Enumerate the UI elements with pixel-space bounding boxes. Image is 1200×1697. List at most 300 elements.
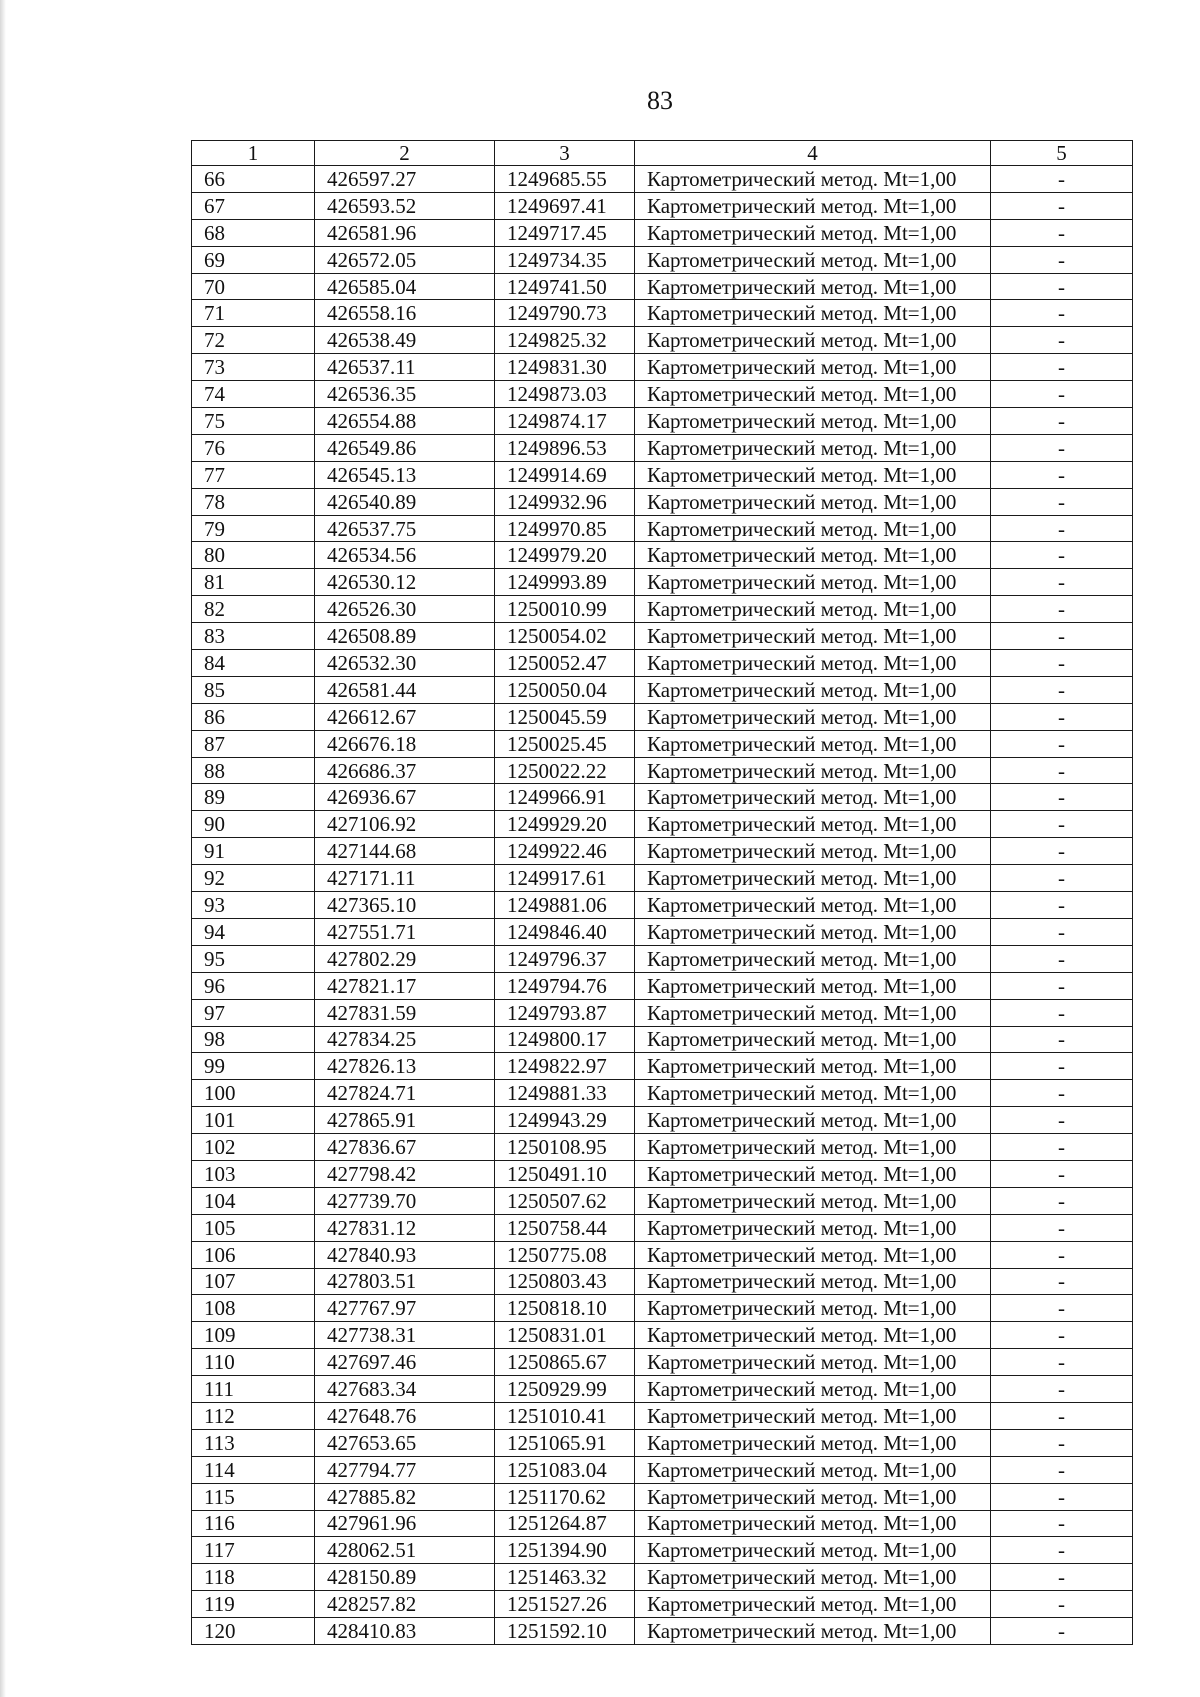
x-coordinate-cell: 427865.91 <box>315 1107 495 1134</box>
note-cell: - <box>991 1537 1133 1564</box>
method-cell: Картометрический метод. Mt=1,00 <box>635 327 991 354</box>
x-coordinate-cell: 427106.92 <box>315 811 495 838</box>
x-coordinate-cell: 426508.89 <box>315 623 495 650</box>
table-row <box>192 381 1133 408</box>
y-coordinate-cell: 1249697.41 <box>495 192 635 219</box>
method-cell: Картометрический метод. Mt=1,00 <box>635 1510 991 1537</box>
note-cell: - <box>991 703 1133 730</box>
table-row <box>192 192 1133 219</box>
table-row <box>192 1429 1133 1456</box>
note-cell: - <box>991 300 1133 327</box>
y-coordinate-cell: 1249979.20 <box>495 542 635 569</box>
point-number-cell: 74 <box>192 381 315 408</box>
table-row <box>192 1295 1133 1322</box>
point-number-cell: 79 <box>192 515 315 542</box>
method-cell: Картометрический метод. Mt=1,00 <box>635 757 991 784</box>
x-coordinate-cell: 426545.13 <box>315 461 495 488</box>
x-coordinate-cell: 426612.67 <box>315 703 495 730</box>
y-coordinate-cell: 1251463.32 <box>495 1564 635 1591</box>
point-number-cell: 75 <box>192 408 315 435</box>
point-number-cell: 94 <box>192 918 315 945</box>
point-number-cell: 106 <box>192 1241 315 1268</box>
note-cell: - <box>991 972 1133 999</box>
table-row <box>192 918 1133 945</box>
y-coordinate-cell: 1250050.04 <box>495 676 635 703</box>
note-cell: - <box>991 1618 1133 1645</box>
point-number-cell: 110 <box>192 1349 315 1376</box>
method-cell: Картометрический метод. Mt=1,00 <box>635 1349 991 1376</box>
x-coordinate-cell: 427739.70 <box>315 1187 495 1214</box>
note-cell: - <box>991 434 1133 461</box>
x-coordinate-cell: 427738.31 <box>315 1322 495 1349</box>
x-coordinate-cell: 426526.30 <box>315 596 495 623</box>
note-cell: - <box>991 381 1133 408</box>
point-number-cell: 109 <box>192 1322 315 1349</box>
table-row <box>192 1241 1133 1268</box>
x-coordinate-cell: 426534.56 <box>315 542 495 569</box>
method-cell: Картометрический метод. Mt=1,00 <box>635 219 991 246</box>
method-cell: Картометрический метод. Mt=1,00 <box>635 1134 991 1161</box>
note-cell: - <box>991 945 1133 972</box>
y-coordinate-cell: 1249822.97 <box>495 1053 635 1080</box>
y-coordinate-cell: 1249943.29 <box>495 1107 635 1134</box>
point-number-cell: 88 <box>192 757 315 784</box>
note-cell: - <box>991 569 1133 596</box>
y-coordinate-cell: 1249741.50 <box>495 273 635 300</box>
point-number-cell: 68 <box>192 219 315 246</box>
method-cell: Картометрический метод. Mt=1,00 <box>635 1483 991 1510</box>
point-number-cell: 93 <box>192 892 315 919</box>
x-coordinate-cell: 426536.35 <box>315 381 495 408</box>
method-cell: Картометрический метод. Mt=1,00 <box>635 1107 991 1134</box>
x-coordinate-cell: 426597.27 <box>315 166 495 193</box>
point-number-cell: 102 <box>192 1134 315 1161</box>
x-coordinate-cell: 427683.34 <box>315 1376 495 1403</box>
note-cell: - <box>991 488 1133 515</box>
method-cell: Картометрический метод. Mt=1,00 <box>635 300 991 327</box>
table-row <box>192 650 1133 677</box>
x-coordinate-cell: 426581.96 <box>315 219 495 246</box>
point-number-cell: 115 <box>192 1483 315 1510</box>
method-cell: Картометрический метод. Mt=1,00 <box>635 488 991 515</box>
point-number-cell: 84 <box>192 650 315 677</box>
note-cell: - <box>991 811 1133 838</box>
y-coordinate-cell: 1250108.95 <box>495 1134 635 1161</box>
page-number: 83 <box>647 86 673 115</box>
note-cell: - <box>991 1402 1133 1429</box>
x-coordinate-cell: 427365.10 <box>315 892 495 919</box>
note-cell: - <box>991 1080 1133 1107</box>
method-cell: Картометрический метод. Mt=1,00 <box>635 865 991 892</box>
point-number-cell: 67 <box>192 192 315 219</box>
table-row <box>192 1349 1133 1376</box>
note-cell: - <box>991 784 1133 811</box>
table-row <box>192 999 1133 1026</box>
table-row <box>192 1322 1133 1349</box>
y-coordinate-cell: 1249685.55 <box>495 166 635 193</box>
point-number-cell: 82 <box>192 596 315 623</box>
method-cell: Картометрический метод. Mt=1,00 <box>635 1053 991 1080</box>
note-cell: - <box>991 219 1133 246</box>
y-coordinate-cell: 1249922.46 <box>495 838 635 865</box>
point-number-cell: 118 <box>192 1564 315 1591</box>
method-cell: Картометрический метод. Mt=1,00 <box>635 569 991 596</box>
point-number-cell: 76 <box>192 434 315 461</box>
y-coordinate-cell: 1250929.99 <box>495 1376 635 1403</box>
y-coordinate-cell: 1249794.76 <box>495 972 635 999</box>
x-coordinate-cell: 427144.68 <box>315 838 495 865</box>
point-number-cell: 85 <box>192 676 315 703</box>
header-cell: 1 <box>192 141 315 166</box>
point-number-cell: 86 <box>192 703 315 730</box>
table-row <box>192 1214 1133 1241</box>
y-coordinate-cell: 1251010.41 <box>495 1402 635 1429</box>
x-coordinate-cell: 427834.25 <box>315 1026 495 1053</box>
table-row <box>192 757 1133 784</box>
method-cell: Картометрический метод. Mt=1,00 <box>635 1564 991 1591</box>
table-row <box>192 811 1133 838</box>
x-coordinate-cell: 428257.82 <box>315 1591 495 1618</box>
y-coordinate-cell: 1250507.62 <box>495 1187 635 1214</box>
x-coordinate-cell: 426532.30 <box>315 650 495 677</box>
note-cell: - <box>991 730 1133 757</box>
note-cell: - <box>991 1214 1133 1241</box>
x-coordinate-cell: 427648.76 <box>315 1402 495 1429</box>
y-coordinate-cell: 1250054.02 <box>495 623 635 650</box>
x-coordinate-cell: 427653.65 <box>315 1429 495 1456</box>
y-coordinate-cell: 1249790.73 <box>495 300 635 327</box>
point-number-cell: 96 <box>192 972 315 999</box>
point-number-cell: 114 <box>192 1456 315 1483</box>
y-coordinate-cell: 1250831.01 <box>495 1322 635 1349</box>
method-cell: Картометрический метод. Mt=1,00 <box>635 1268 991 1295</box>
method-cell: Картометрический метод. Mt=1,00 <box>635 1080 991 1107</box>
table-row <box>192 273 1133 300</box>
point-number-cell: 71 <box>192 300 315 327</box>
method-cell: Картометрический метод. Mt=1,00 <box>635 1322 991 1349</box>
method-cell: Картометрический метод. Mt=1,00 <box>635 408 991 435</box>
table-body <box>192 141 1133 1645</box>
x-coordinate-cell: 427885.82 <box>315 1483 495 1510</box>
table-row <box>192 1376 1133 1403</box>
y-coordinate-cell: 1249966.91 <box>495 784 635 811</box>
point-number-cell: 70 <box>192 273 315 300</box>
x-coordinate-cell: 428150.89 <box>315 1564 495 1591</box>
y-coordinate-cell: 1250025.45 <box>495 730 635 757</box>
method-cell: Картометрический метод. Mt=1,00 <box>635 1591 991 1618</box>
table-row <box>192 784 1133 811</box>
x-coordinate-cell: 426538.49 <box>315 327 495 354</box>
method-cell: Картометрический метод. Mt=1,00 <box>635 1618 991 1645</box>
note-cell: - <box>991 1187 1133 1214</box>
y-coordinate-cell: 1249825.32 <box>495 327 635 354</box>
note-cell: - <box>991 596 1133 623</box>
x-coordinate-cell: 426572.05 <box>315 246 495 273</box>
scan-edge-shade <box>0 0 6 1697</box>
method-cell: Картометрический метод. Mt=1,00 <box>635 461 991 488</box>
point-number-cell: 111 <box>192 1376 315 1403</box>
table-row <box>192 542 1133 569</box>
x-coordinate-cell: 426936.67 <box>315 784 495 811</box>
method-cell: Картометрический метод. Mt=1,00 <box>635 515 991 542</box>
table-row <box>192 1268 1133 1295</box>
method-cell: Картометрический метод. Mt=1,00 <box>635 811 991 838</box>
method-cell: Картометрический метод. Mt=1,00 <box>635 650 991 677</box>
y-coordinate-cell: 1249917.61 <box>495 865 635 892</box>
method-cell: Картометрический метод. Mt=1,00 <box>635 434 991 461</box>
table-row <box>192 1510 1133 1537</box>
note-cell: - <box>991 1107 1133 1134</box>
x-coordinate-cell: 426593.52 <box>315 192 495 219</box>
point-number-cell: 77 <box>192 461 315 488</box>
table-row <box>192 408 1133 435</box>
point-number-cell: 98 <box>192 1026 315 1053</box>
y-coordinate-cell: 1250491.10 <box>495 1160 635 1187</box>
table-row <box>192 1618 1133 1645</box>
note-cell: - <box>991 1376 1133 1403</box>
table-row <box>192 1080 1133 1107</box>
point-number-cell: 116 <box>192 1510 315 1537</box>
point-number-cell: 80 <box>192 542 315 569</box>
table-row <box>192 166 1133 193</box>
method-cell: Картометрический метод. Mt=1,00 <box>635 1187 991 1214</box>
method-cell: Картометрический метод. Mt=1,00 <box>635 273 991 300</box>
method-cell: Картометрический метод. Mt=1,00 <box>635 381 991 408</box>
table-row <box>192 596 1133 623</box>
note-cell: - <box>991 865 1133 892</box>
x-coordinate-cell: 426549.86 <box>315 434 495 461</box>
point-number-cell: 101 <box>192 1107 315 1134</box>
y-coordinate-cell: 1250818.10 <box>495 1295 635 1322</box>
table-row <box>192 1591 1133 1618</box>
method-cell: Картометрический метод. Mt=1,00 <box>635 972 991 999</box>
point-number-cell: 95 <box>192 945 315 972</box>
point-number-cell: 100 <box>192 1080 315 1107</box>
note-cell: - <box>991 1268 1133 1295</box>
y-coordinate-cell: 1251394.90 <box>495 1537 635 1564</box>
note-cell: - <box>991 408 1133 435</box>
x-coordinate-cell: 427821.17 <box>315 972 495 999</box>
y-coordinate-cell: 1250010.99 <box>495 596 635 623</box>
y-coordinate-cell: 1249796.37 <box>495 945 635 972</box>
point-number-cell: 97 <box>192 999 315 1026</box>
x-coordinate-cell: 427794.77 <box>315 1456 495 1483</box>
y-coordinate-cell: 1250045.59 <box>495 703 635 730</box>
method-cell: Картометрический метод. Mt=1,00 <box>635 1402 991 1429</box>
point-number-cell: 66 <box>192 166 315 193</box>
method-cell: Картометрический метод. Mt=1,00 <box>635 1456 991 1483</box>
x-coordinate-cell: 427803.51 <box>315 1268 495 1295</box>
method-cell: Картометрический метод. Mt=1,00 <box>635 596 991 623</box>
y-coordinate-cell: 1251264.87 <box>495 1510 635 1537</box>
method-cell: Картометрический метод. Mt=1,00 <box>635 1241 991 1268</box>
y-coordinate-cell: 1251170.62 <box>495 1483 635 1510</box>
y-coordinate-cell: 1249881.33 <box>495 1080 635 1107</box>
y-coordinate-cell: 1250865.67 <box>495 1349 635 1376</box>
x-coordinate-cell: 426540.89 <box>315 488 495 515</box>
table-row <box>192 730 1133 757</box>
table-row <box>192 515 1133 542</box>
x-coordinate-cell: 427171.11 <box>315 865 495 892</box>
y-coordinate-cell: 1251083.04 <box>495 1456 635 1483</box>
note-cell: - <box>991 192 1133 219</box>
x-coordinate-cell: 427836.67 <box>315 1134 495 1161</box>
method-cell: Картометрический метод. Mt=1,00 <box>635 1026 991 1053</box>
table-row <box>192 1026 1133 1053</box>
header-cell: 3 <box>495 141 635 166</box>
note-cell: - <box>991 1295 1133 1322</box>
note-cell: - <box>991 1134 1133 1161</box>
table-row <box>192 945 1133 972</box>
y-coordinate-cell: 1249896.53 <box>495 434 635 461</box>
note-cell: - <box>991 273 1133 300</box>
note-cell: - <box>991 166 1133 193</box>
point-number-cell: 90 <box>192 811 315 838</box>
table-row <box>192 865 1133 892</box>
x-coordinate-cell: 426581.44 <box>315 676 495 703</box>
note-cell: - <box>991 838 1133 865</box>
note-cell: - <box>991 1564 1133 1591</box>
table-row <box>192 703 1133 730</box>
x-coordinate-cell: 426676.18 <box>315 730 495 757</box>
y-coordinate-cell: 1250775.08 <box>495 1241 635 1268</box>
table-row <box>192 1402 1133 1429</box>
point-number-cell: 119 <box>192 1591 315 1618</box>
method-cell: Картометрический метод. Mt=1,00 <box>635 542 991 569</box>
table-row <box>192 327 1133 354</box>
y-coordinate-cell: 1249831.30 <box>495 354 635 381</box>
x-coordinate-cell: 427824.71 <box>315 1080 495 1107</box>
x-coordinate-cell: 428062.51 <box>315 1537 495 1564</box>
note-cell: - <box>991 354 1133 381</box>
point-number-cell: 92 <box>192 865 315 892</box>
note-cell: - <box>991 461 1133 488</box>
note-cell: - <box>991 757 1133 784</box>
table-row <box>192 623 1133 650</box>
table-row <box>192 488 1133 515</box>
point-number-cell: 89 <box>192 784 315 811</box>
y-coordinate-cell: 1250803.43 <box>495 1268 635 1295</box>
method-cell: Картометрический метод. Mt=1,00 <box>635 838 991 865</box>
y-coordinate-cell: 1249993.89 <box>495 569 635 596</box>
note-cell: - <box>991 1160 1133 1187</box>
note-cell: - <box>991 1456 1133 1483</box>
y-coordinate-cell: 1249914.69 <box>495 461 635 488</box>
point-number-cell: 108 <box>192 1295 315 1322</box>
method-cell: Картометрический метод. Mt=1,00 <box>635 892 991 919</box>
x-coordinate-cell: 427551.71 <box>315 918 495 945</box>
note-cell: - <box>991 1591 1133 1618</box>
method-cell: Картометрический метод. Mt=1,00 <box>635 354 991 381</box>
point-number-cell: 69 <box>192 246 315 273</box>
y-coordinate-cell: 1249717.45 <box>495 219 635 246</box>
x-coordinate-cell: 426537.75 <box>315 515 495 542</box>
point-number-cell: 99 <box>192 1053 315 1080</box>
method-cell: Картометрический метод. Mt=1,00 <box>635 1295 991 1322</box>
header-cell: 2 <box>315 141 495 166</box>
x-coordinate-cell: 427840.93 <box>315 1241 495 1268</box>
note-cell: - <box>991 999 1133 1026</box>
y-coordinate-cell: 1249874.17 <box>495 408 635 435</box>
note-cell: - <box>991 542 1133 569</box>
point-number-cell: 72 <box>192 327 315 354</box>
x-coordinate-cell: 428410.83 <box>315 1618 495 1645</box>
table-row <box>192 461 1133 488</box>
point-number-cell: 120 <box>192 1618 315 1645</box>
table-row <box>192 1134 1133 1161</box>
method-cell: Картометрический метод. Mt=1,00 <box>635 784 991 811</box>
y-coordinate-cell: 1249793.87 <box>495 999 635 1026</box>
method-cell: Картометрический метод. Mt=1,00 <box>635 945 991 972</box>
table-row <box>192 892 1133 919</box>
x-coordinate-cell: 426554.88 <box>315 408 495 435</box>
y-coordinate-cell: 1249800.17 <box>495 1026 635 1053</box>
y-coordinate-cell: 1249929.20 <box>495 811 635 838</box>
note-cell: - <box>991 1429 1133 1456</box>
x-coordinate-cell: 427831.59 <box>315 999 495 1026</box>
x-coordinate-cell: 426537.11 <box>315 354 495 381</box>
note-cell: - <box>991 1483 1133 1510</box>
x-coordinate-cell: 427767.97 <box>315 1295 495 1322</box>
note-cell: - <box>991 892 1133 919</box>
point-number-cell: 112 <box>192 1402 315 1429</box>
method-cell: Картометрический метод. Mt=1,00 <box>635 1376 991 1403</box>
table-row <box>192 838 1133 865</box>
x-coordinate-cell: 427961.96 <box>315 1510 495 1537</box>
table-row <box>192 1053 1133 1080</box>
method-cell: Картометрический метод. Mt=1,00 <box>635 1537 991 1564</box>
x-coordinate-cell: 426530.12 <box>315 569 495 596</box>
method-cell: Картометрический метод. Mt=1,00 <box>635 623 991 650</box>
y-coordinate-cell: 1249881.06 <box>495 892 635 919</box>
x-coordinate-cell: 426686.37 <box>315 757 495 784</box>
x-coordinate-cell: 427831.12 <box>315 1214 495 1241</box>
point-number-cell: 81 <box>192 569 315 596</box>
note-cell: - <box>991 623 1133 650</box>
coordinates-table <box>191 140 1133 1645</box>
table-row <box>192 300 1133 327</box>
note-cell: - <box>991 327 1133 354</box>
point-number-cell: 103 <box>192 1160 315 1187</box>
point-number-cell: 78 <box>192 488 315 515</box>
point-number-cell: 87 <box>192 730 315 757</box>
point-number-cell: 113 <box>192 1429 315 1456</box>
method-cell: Картометрический метод. Mt=1,00 <box>635 1160 991 1187</box>
y-coordinate-cell: 1249932.96 <box>495 488 635 515</box>
y-coordinate-cell: 1251065.91 <box>495 1429 635 1456</box>
table-row <box>192 1564 1133 1591</box>
method-cell: Картометрический метод. Mt=1,00 <box>635 1214 991 1241</box>
note-cell: - <box>991 1510 1133 1537</box>
y-coordinate-cell: 1250758.44 <box>495 1214 635 1241</box>
method-cell: Картометрический метод. Mt=1,00 <box>635 999 991 1026</box>
table-row <box>192 569 1133 596</box>
y-coordinate-cell: 1249734.35 <box>495 246 635 273</box>
method-cell: Картометрический метод. Mt=1,00 <box>635 676 991 703</box>
y-coordinate-cell: 1249846.40 <box>495 918 635 945</box>
point-number-cell: 73 <box>192 354 315 381</box>
x-coordinate-cell: 427697.46 <box>315 1349 495 1376</box>
table-row <box>192 434 1133 461</box>
x-coordinate-cell: 426585.04 <box>315 273 495 300</box>
note-cell: - <box>991 1241 1133 1268</box>
table-header-row <box>192 141 1133 166</box>
method-cell: Картометрический метод. Mt=1,00 <box>635 918 991 945</box>
method-cell: Картометрический метод. Mt=1,00 <box>635 1429 991 1456</box>
method-cell: Картометрический метод. Mt=1,00 <box>635 166 991 193</box>
table-row <box>192 1187 1133 1214</box>
table-row <box>192 246 1133 273</box>
